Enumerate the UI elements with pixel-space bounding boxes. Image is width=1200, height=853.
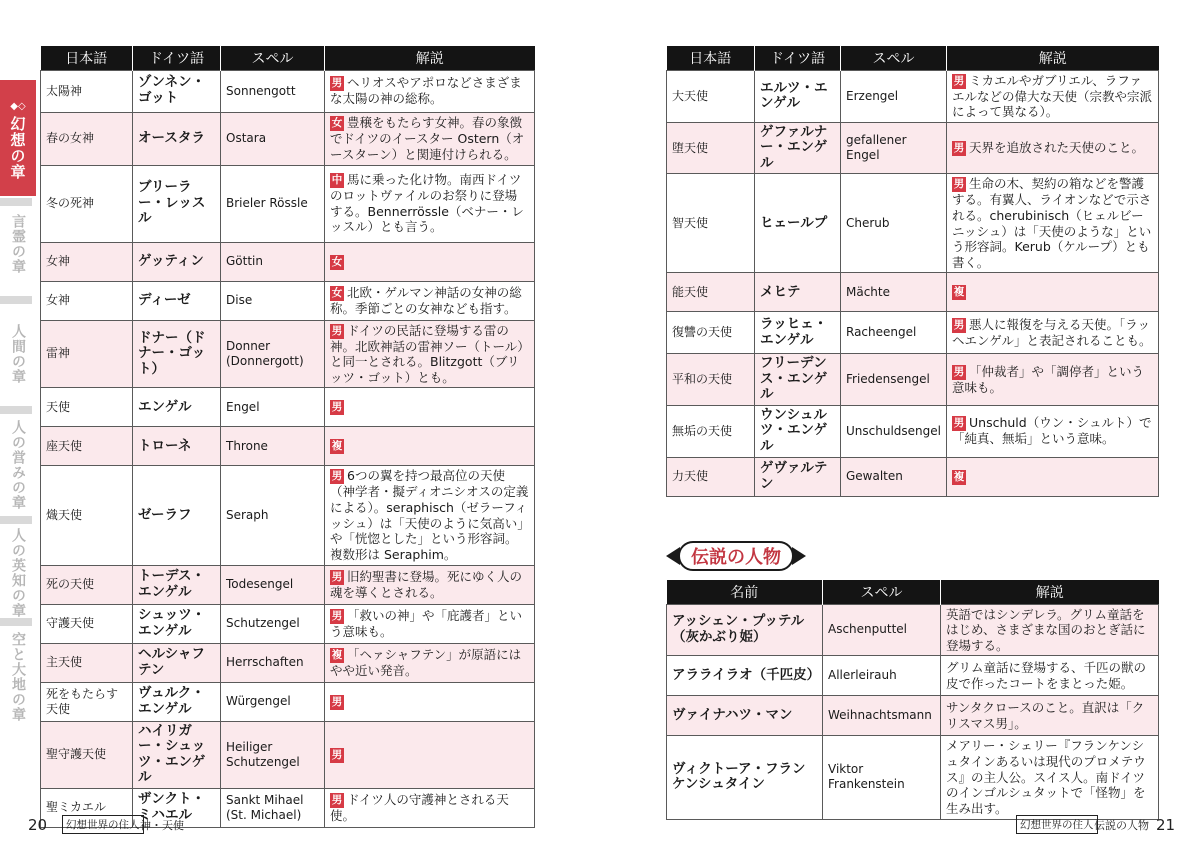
table-row [41,565,535,604]
cell-description [947,312,1159,354]
table-body [41,70,535,827]
description-text: 豊穣をもたらす女神。春の象徴でドイツのイースター Ostern（オースターン）と関連付けられる。 [330,114,525,162]
gender-badge: 中 [331,174,343,187]
table-row [41,70,535,112]
chapter-tab-activity[interactable] [0,420,36,530]
cell-spelling: Schutzengel [221,604,325,643]
cell-description [947,405,1159,457]
cell-description [947,354,1159,406]
cell-description [947,174,1159,273]
cell-german: フリーデンス・エンゲル [755,354,841,406]
cell-german: ゲッティン [133,242,221,281]
gender-badge: 男 [953,142,965,155]
cell-german: ゾンネン・ゴット [133,70,221,112]
table-row [667,604,1159,656]
cell-japanese: 智天使 [667,174,755,273]
chapter-tab-label: 言霊の章 [10,214,26,274]
cell-description [325,721,535,788]
section-heading-legends [666,539,806,573]
cell-japanese: 聖ミカエル [41,788,133,827]
cell-japanese: 座天使 [41,427,133,466]
cell-name: ヴィクトーア・フランケンシュタイン [667,736,823,819]
cell-description [325,466,535,565]
col-header-name: 名前 [667,580,823,604]
gender-badge: 男 [953,417,965,430]
cell-spelling: Seraph [221,466,325,565]
cell-spelling: Weihnachtsmann [823,696,941,736]
description-text: 「仲裁者」や「調停者」という意味も。 [952,363,1145,395]
col-header-description: 解説 [325,46,535,70]
page-number-left: 20 [28,816,48,834]
cell-japanese: 平和の天使 [667,354,755,406]
cell-description [325,242,535,281]
cell-description: グリム童話に登場する、千匹の獣の皮で作ったコートをまとった姫。 [941,656,1159,696]
cell-german: オースタラ [133,112,221,165]
cell-japanese: 冬の死神 [41,165,133,242]
table-row [667,736,1159,819]
col-header-german: ドイツ語 [755,46,841,70]
chapter-tab-label: 空と大地の章 [10,632,26,722]
cell-spelling: Viktor Frankenstein [823,736,941,819]
cell-german: エンゲル [133,388,221,427]
cell-description [947,457,1159,496]
table-row [41,643,535,682]
cell-description [325,427,535,466]
cell-japanese: 春の女神 [41,112,133,165]
cell-spelling: Todesengel [221,565,325,604]
table-row [41,242,535,281]
cell-japanese: 能天使 [667,273,755,312]
cell-spelling: Allerleirauh [823,656,941,696]
cell-spelling: Herrschaften [221,643,325,682]
col-header-japanese: 日本語 [667,46,755,70]
chapter-tab-label: 人間の章 [10,324,26,384]
footer-section-left: 神・天使 [140,819,184,832]
cell-description [947,70,1159,122]
table-header-row [667,580,1159,604]
table-row [41,427,535,466]
cell-japanese: 堕天使 [667,122,755,174]
cell-spelling: Ostara [221,112,325,165]
col-header-description: 解説 [947,46,1159,70]
col-header-spelling: スペル [841,46,947,70]
cell-spelling: Donner (Donnergott) [221,320,325,388]
cell-spelling: Heiliger Schutzengel [221,721,325,788]
cell-description [325,788,535,827]
cell-japanese: 復讐の天使 [667,312,755,354]
description-text: Unschuld（ウン・シュルト）で「純真、無垢」という意味。 [952,415,1152,447]
cell-japanese: 聖守護天使 [41,721,133,788]
cell-spelling: Aschenputtel [823,604,941,656]
cell-german: ヘルシャフテン [133,643,221,682]
cell-description [325,320,535,388]
cell-spelling: Erzengel [841,70,947,122]
cell-japanese: 死をもたらす天使 [41,682,133,721]
description-text: 悪人に報復を与える天使。「ラッヘエンゲル」と表記されることも。 [952,317,1152,349]
table-row [41,281,535,320]
cell-description [325,388,535,427]
description-text: ドイツ人の守護神とされる天使。 [330,791,509,823]
description-text: ドイツの民話に登場する雷の神。北欧神話の雷神ソー（トール）と同一とされる。Blitzgott（ブリッツ・ゴット）とも。 [330,322,524,385]
gods-angels-table-left [40,46,535,828]
gender-badge: 男 [331,77,343,90]
table-row [667,174,1159,273]
cell-german: ザンクト・ミハエル [133,788,221,827]
table-row [41,721,535,788]
cell-japanese: 大天使 [667,70,755,122]
cell-japanese: 死の天使 [41,565,133,604]
table-row [667,312,1159,354]
cell-german: トローネ [133,427,221,466]
cell-description [325,112,535,165]
gender-badge: 女 [331,286,343,299]
cell-spelling: Racheengel [841,312,947,354]
table-row [41,388,535,427]
tab-divider [0,296,32,304]
gender-badge: 複 [953,470,965,483]
table-row [41,320,535,388]
table-header-row [41,46,535,70]
gender-badge: 男 [331,695,343,708]
col-header-german: ドイツ語 [133,46,221,70]
cell-german: ゼーラフ [133,466,221,565]
description-text: 「救いの神」や「庇護者」という意味も。 [330,607,523,639]
gender-badge: 男 [331,609,343,622]
footer-book-title-right: 幻想世界の住人 [1016,815,1098,834]
cell-japanese: 力天使 [667,457,755,496]
cell-name: アッシェン・プッテル（灰かぶり姫） [667,604,823,656]
cell-spelling: gefallener Engel [841,122,947,174]
table-header-row [667,46,1159,70]
cell-spelling: Brieler Rössle [221,165,325,242]
cell-description [325,70,535,112]
cell-german: ドナー（ドナー・ゴット） [133,320,221,388]
table-row [41,682,535,721]
table-row [667,457,1159,496]
cell-japanese: 熾天使 [41,466,133,565]
tab-divider [0,406,32,414]
cell-description [325,604,535,643]
gender-badge: 男 [953,178,965,191]
gods-angels-table-right [666,46,1159,497]
table-row [41,165,535,242]
cell-german: ヴュルク・エンゲル [133,682,221,721]
col-header-japanese: 日本語 [41,46,133,70]
cell-japanese: 主天使 [41,643,133,682]
footer-section-right: 伝説の人物 [1094,819,1149,832]
cell-german: ゲファルナー・エンゲル [755,122,841,174]
tab-ornament-icon: ◆◇ [10,100,26,112]
cell-german: ラッヒェ・エンゲル [755,312,841,354]
table-row [667,696,1159,736]
chapter-tab-label: 人の営みの章 [10,420,26,510]
cell-spelling: Sankt Mihael (St. Michael) [221,788,325,827]
cell-german: エルツ・エンゲル [755,70,841,122]
gender-badge: 男 [953,74,965,87]
cell-japanese: 雷神 [41,320,133,388]
cell-spelling: Gewalten [841,457,947,496]
description-text: 生命の木、契約の箱などを警護する。有翼人、ライオンなどで示される。cherubinisch（ヒェルビーニッシュ）は「天使のような」という形容詞。Kerub（ケループ）とも書く。 [952,176,1152,270]
table-row [41,604,535,643]
cell-description [325,281,535,320]
description-text: 北欧・ゲルマン神話の女神の総称。季節ごとの女神なども指す。 [330,284,522,316]
cell-japanese: 女神 [41,242,133,281]
col-header-spelling: スペル [823,580,941,604]
cell-description [325,565,535,604]
table-row [667,70,1159,122]
cell-description [325,165,535,242]
gender-badge: 男 [331,793,343,806]
cell-description [325,643,535,682]
description-text: 天界を追放された天使のこと。 [969,140,1145,156]
gender-badge: 男 [953,365,965,378]
cell-description: サンタクロースのこと。直訳は「クリスマス男」。 [941,696,1159,736]
gender-badge: 男 [331,748,343,761]
col-header-description: 解説 [941,580,1159,604]
cell-spelling: Mächte [841,273,947,312]
cell-german: ウンシュルツ・エンゲル [755,405,841,457]
legend-figures-table [666,580,1159,820]
cell-spelling: Würgengel [221,682,325,721]
chapter-tab-sky-earth[interactable] [0,632,36,732]
chapter-tab-label: 幻想の章 [8,115,27,180]
cell-japanese: 太陽神 [41,70,133,112]
cell-name: ヴァイナハツ・マン [667,696,823,736]
description-text: 6つの翼を持つ最高位の天使（神学者・擬ディオニシオスの定義による）。seraphisch（ゼラーフィッシュ）は「天使のように気高い」や「恍惚とした」という形容詞。複数形は Seraphim。 [330,468,529,562]
cell-german: ブリーラー・レッスル [133,165,221,242]
cell-spelling: Dise [221,281,325,320]
chapter-tab-kotodama[interactable] [0,214,36,292]
cell-spelling: Engel [221,388,325,427]
description-text: 馬に乗った化け物。南西ドイツのロットヴァイルのお祭りに登場する。Bennerrössle（ベナー・レッスル）とも言う。 [330,172,524,235]
description-text: 「ヘァシャフテン」が原語にはやや近い発音。 [330,646,522,678]
tab-divider [0,516,32,524]
chapter-tab-fantasy[interactable] [0,80,36,196]
cell-japanese: 守護天使 [41,604,133,643]
gender-badge: 複 [331,440,343,453]
cell-german: シュッツ・エンゲル [133,604,221,643]
gender-badge: 複 [331,648,343,661]
cell-description: 英語ではシンデレラ。グリム童話をはじめ、さまざまな国のおとぎ話に登場する。 [941,604,1159,656]
gender-badge: 男 [331,324,343,337]
col-header-spelling: スペル [221,46,325,70]
description-text: 旧約聖書に登場。死にゆく人の魂を導くとされる。 [330,568,523,600]
cell-spelling: Göttin [221,242,325,281]
gender-badge: 女 [331,116,343,129]
cell-japanese: 天使 [41,388,133,427]
heading-arrow-right-icon [792,547,806,565]
footer-book-title-left: 幻想世界の住人 [62,815,144,834]
chapter-tabs [0,80,36,720]
cell-japanese: 無垢の天使 [667,405,755,457]
cell-german: ヒェールプ [755,174,841,273]
gender-badge: 男 [331,570,343,583]
tab-divider [0,198,32,206]
cell-description: メアリー・シェリー『フランケンシュタインあるいは現代のプロメテウス』の主人公。スイス人。南ドイツのインゴルシュタットで「怪物」を生み出す。 [941,736,1159,819]
cell-german: メヒテ [755,273,841,312]
cell-spelling: Sonnengott [221,70,325,112]
table-row [41,466,535,565]
chapter-tab-human[interactable] [0,324,36,404]
gender-badge: 男 [331,470,343,483]
table-row [667,405,1159,457]
cell-spelling: Friedensengel [841,354,947,406]
chapter-tab-label: 人の英知の章 [10,528,26,618]
cell-japanese: 女神 [41,281,133,320]
table-body [667,70,1159,496]
table-row [667,656,1159,696]
cell-description [947,273,1159,312]
cell-spelling: Throne [221,427,325,466]
cell-spelling: Cherub [841,174,947,273]
section-title: 伝説の人物 [678,541,794,571]
cell-german: トーデス・エンゲル [133,565,221,604]
gender-badge: 女 [331,255,343,268]
table-row [667,354,1159,406]
gender-badge: 複 [953,286,965,299]
table-row [667,122,1159,174]
cell-german: ゲヴァルテン [755,457,841,496]
cell-german: ハイリガー・シュッツ・エンゲル [133,721,221,788]
cell-name: アラライラオ（千匹皮） [667,656,823,696]
tab-divider [0,618,32,626]
table-row [667,273,1159,312]
chapter-tab-wisdom[interactable] [0,528,36,630]
page-number-right: 21 [1156,816,1176,834]
cell-description [325,682,535,721]
cell-german: ディーゼ [133,281,221,320]
gender-badge: 男 [953,319,965,332]
description-text: ミカエルやガブリエル、ラファエルなどの偉大な天使（宗教や宗派によって異なる）。 [952,72,1153,120]
cell-spelling: Unschuldsengel [841,405,947,457]
table-body [667,604,1159,819]
table-row [41,112,535,165]
description-text: ヘリオスやアポロなどさまざまな太陽の神の総称。 [330,75,522,107]
cell-description [947,122,1159,174]
gender-badge: 男 [331,401,343,414]
